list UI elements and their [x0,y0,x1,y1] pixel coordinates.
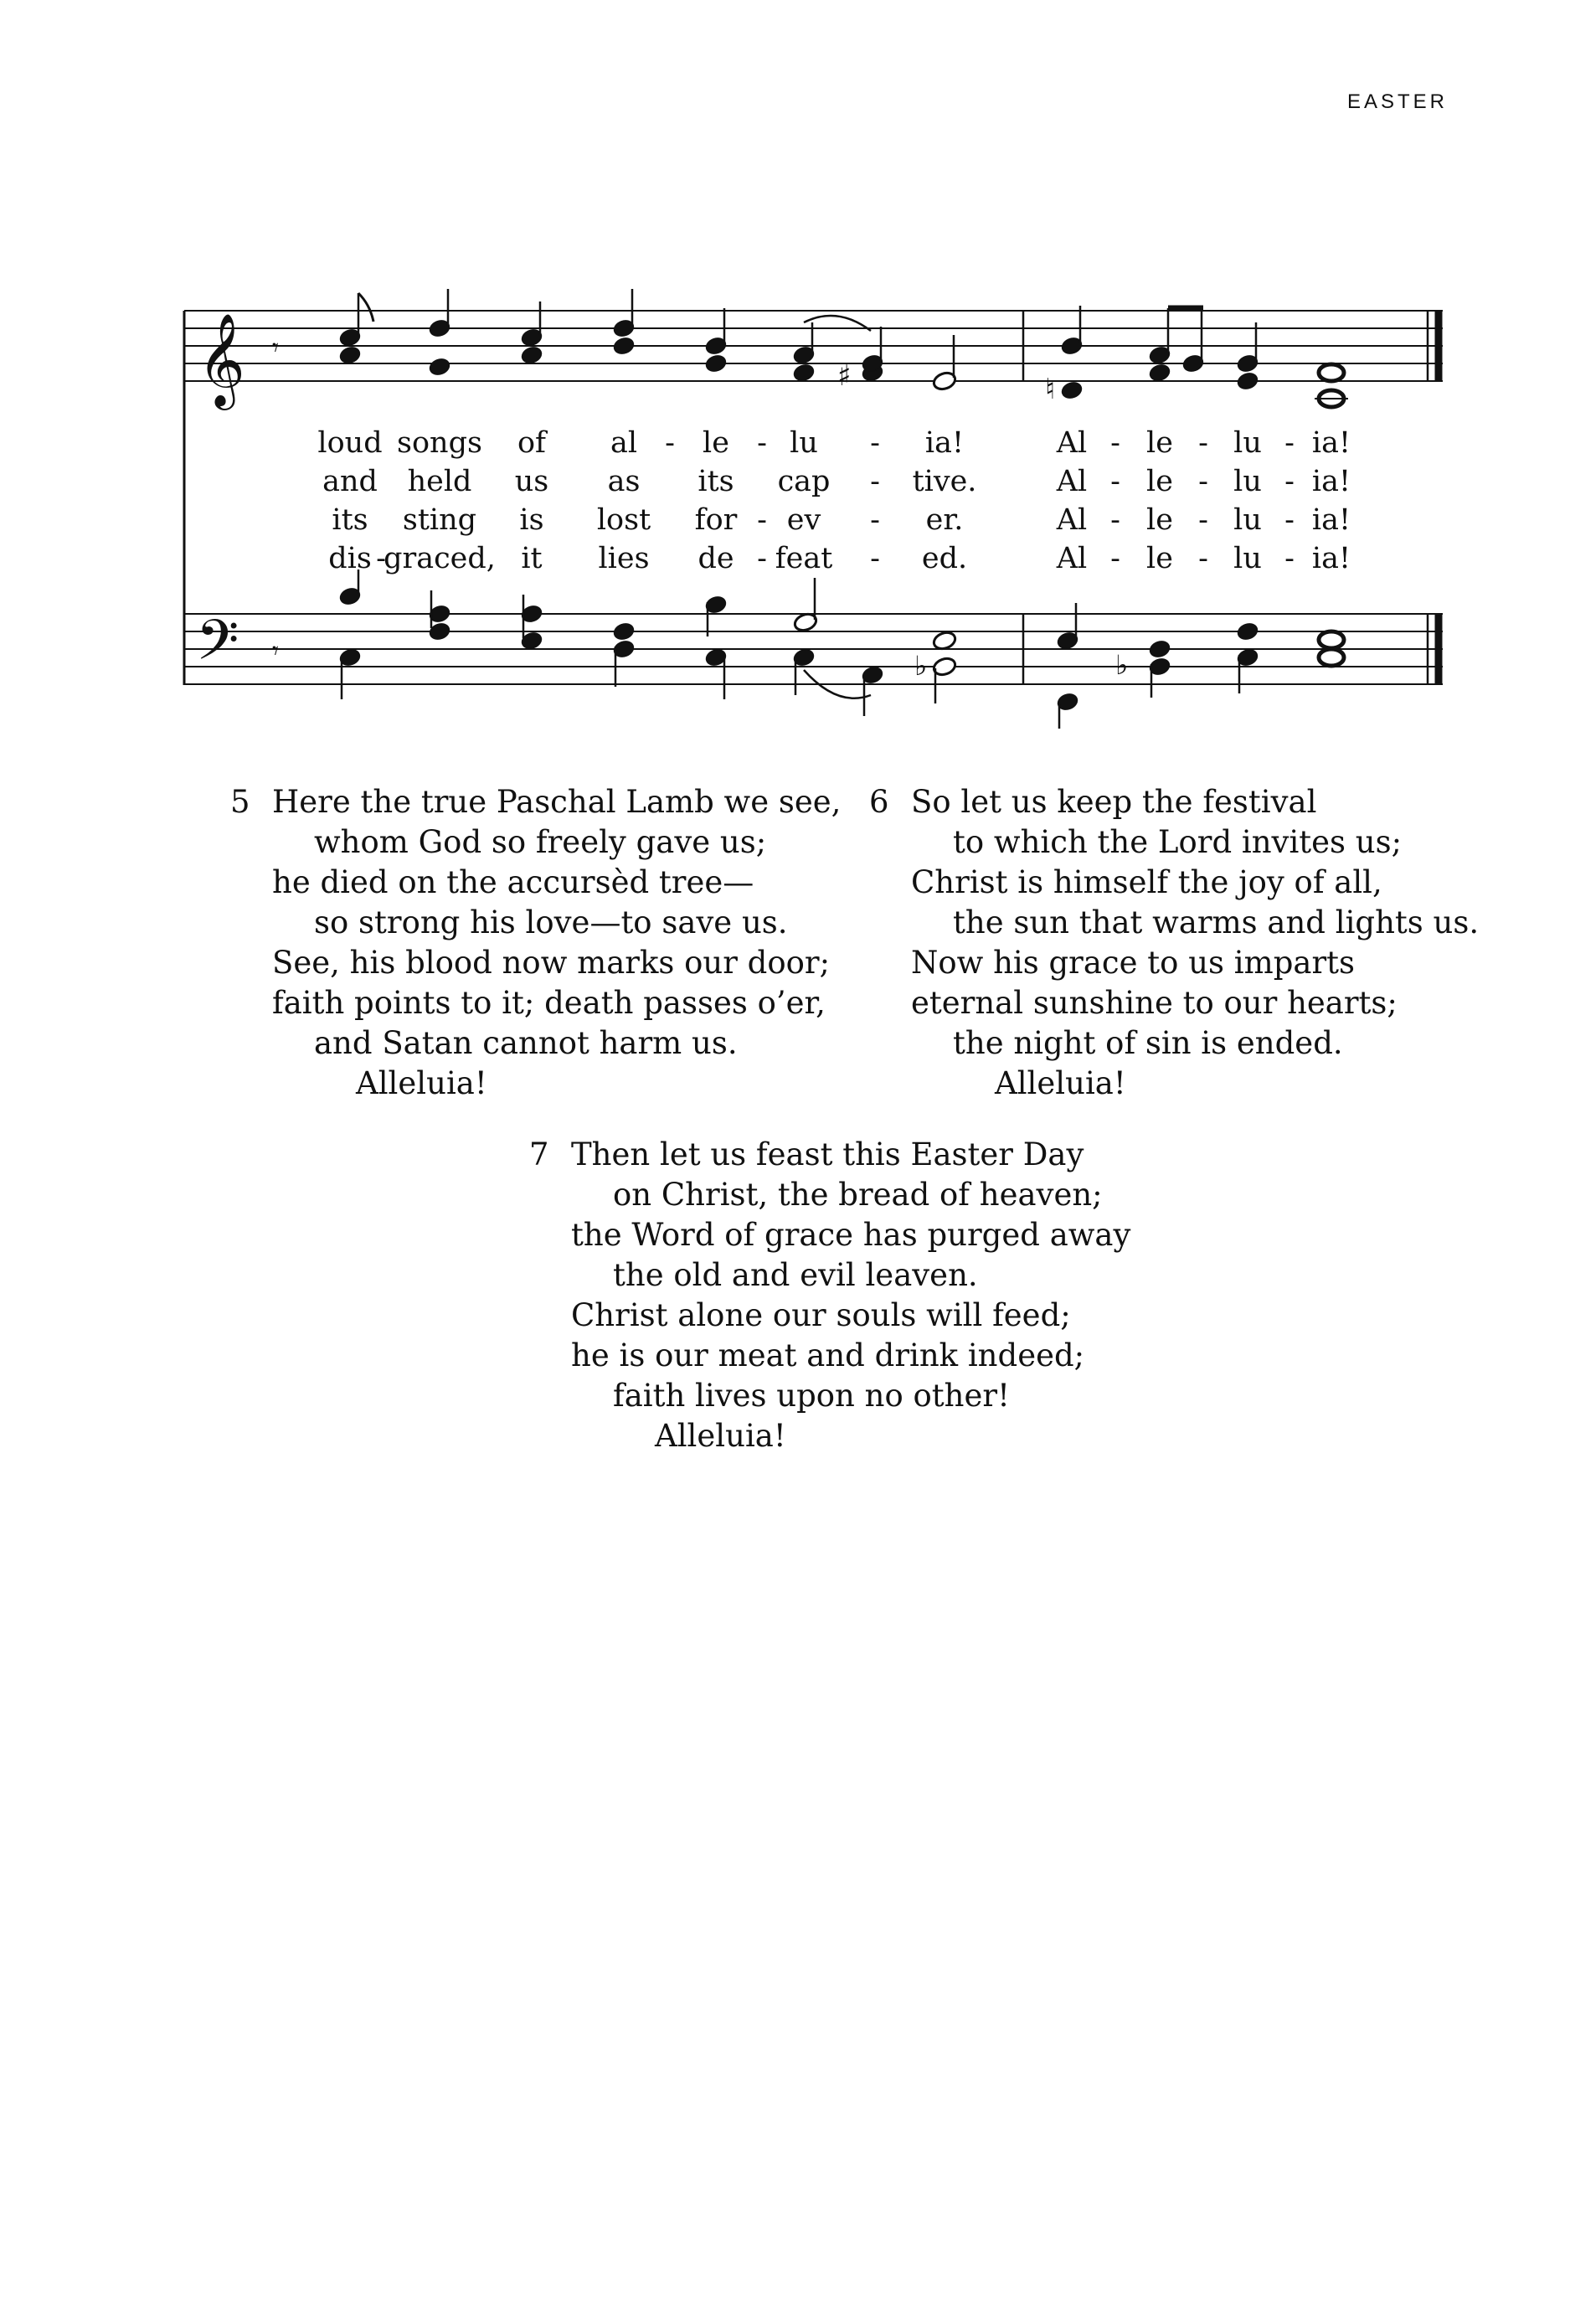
svg-text:♮: ♮ [1045,373,1056,406]
bass-clef-icon: 𝄢 [196,608,239,686]
svg-text:-: - [870,426,880,460]
stanza-number: 5 [230,784,250,820]
stanza-line: Alleluia! [655,1418,786,1454]
svg-text:-: - [870,542,880,575]
stanza-number: 7 [529,1136,549,1172]
stanza-line: to which the Lord invites us; [953,824,1403,860]
stanza-line: Then let us feast this Easter Day [571,1136,1084,1172]
stanza-number: 6 [869,784,889,820]
stanza-line: he died on the accursèd tree— [272,864,754,900]
svg-text:-: - [1198,542,1208,575]
stanza-line: eternal sunshine to our hearts; [911,985,1398,1021]
svg-text:-: - [1284,465,1295,498]
stanza-line: faith points to it; death passes o’er, [272,985,826,1021]
stanza-line: See, his blood now marks our door; [272,945,831,981]
svg-text:-: - [870,503,880,537]
svg-text:-: - [1284,542,1295,575]
svg-text:-: - [1110,465,1120,498]
stanza-line: the night of sin is ended. [953,1025,1343,1061]
svg-text:-: - [757,542,767,575]
svg-text:♯: ♯ [837,359,852,393]
stanza-6 [869,782,1480,1104]
stanza-line: So let us keep the festival [911,784,1317,820]
stanza-line: faith lives upon no other! [613,1378,1010,1414]
stanza-line: Alleluia! [356,1065,487,1101]
svg-text:is: is [519,503,544,537]
svg-text:feat: feat [775,542,833,575]
stanza-line: Christ alone our souls will feed; [571,1297,1071,1333]
section-label: EASTER [1346,90,1448,113]
svg-text:-: - [665,426,675,460]
stanza-line: the Word of grace has purged away [571,1217,1131,1253]
svg-text:of: of [517,426,547,460]
stanza-line: so strong his love—to save us. [314,904,788,940]
svg-text:dis: dis [328,542,372,575]
svg-text:it: it [521,542,543,575]
svg-text:-: - [1198,426,1208,460]
svg-text:Al: Al [1056,503,1088,537]
svg-text:-: - [1110,426,1120,460]
treble-notes [338,289,1348,407]
svg-text:ed.: ed. [921,542,968,575]
stanza-line: Alleluia! [995,1065,1126,1101]
svg-text:al: al [610,426,638,460]
stanza-line: the old and evil leaven. [613,1257,978,1293]
svg-text:ev: ev [786,503,821,537]
svg-text:lu: lu [1233,465,1262,498]
svg-text:-: - [1110,503,1120,537]
svg-text:tive.: tive. [912,465,977,498]
lyric-line-4 [328,542,1351,575]
svg-text:lu: lu [790,426,818,460]
stanza-line: Christ is himself the joy of all, [911,864,1382,900]
svg-text:le: le [1146,542,1173,575]
svg-text:Al: Al [1056,426,1088,460]
svg-text:-: - [757,503,767,537]
svg-text:ia!: ia! [924,426,965,460]
stanza-line: Here the true Paschal Lamb we see, [272,784,842,820]
svg-text:loud: loud [317,426,383,460]
svg-text:lu: lu [1233,542,1262,575]
svg-text:-: - [1198,503,1208,537]
svg-text:lies: lies [598,542,650,575]
svg-text:-: - [870,465,880,498]
svg-text:its: its [332,503,368,537]
svg-text:sting: sting [402,503,477,537]
lyrics [317,426,1351,575]
svg-text:le: le [1146,465,1173,498]
svg-text:le: le [703,426,729,460]
svg-text:ia!: ia! [1311,503,1351,537]
svg-text:cap: cap [777,465,831,498]
svg-text:and: and [322,465,378,498]
svg-text:Al: Al [1056,542,1088,575]
svg-text:de: de [697,542,734,575]
lyric-line-1 [317,426,1351,460]
stanza-line: Now his grace to us imparts [911,945,1355,981]
svg-text:ia!: ia! [1311,426,1351,460]
svg-text:♭: ♭ [914,650,928,682]
svg-text:le: le [1146,426,1173,460]
svg-text:lu: lu [1233,503,1262,537]
bass-rest-icon: 𝄾 [272,636,279,666]
svg-text:-: - [1110,542,1120,575]
stanza-5 [230,782,842,1104]
svg-text:♭: ♭ [1115,649,1129,681]
svg-text:as: as [607,465,641,498]
svg-text:-: - [1284,426,1295,460]
treble-clef-icon: 𝄞 [198,312,245,406]
svg-text:-: - [376,542,386,575]
lyric-line-3 [332,503,1351,537]
svg-text:Al: Al [1056,465,1088,498]
music-score [0,0,1570,754]
svg-text:-: - [1198,465,1208,498]
svg-text:its: its [697,465,734,498]
svg-text:-: - [757,426,767,460]
svg-text:er.: er. [925,503,964,537]
svg-text:graced,: graced, [383,542,496,575]
svg-text:lu: lu [1233,426,1262,460]
stanza-line: and Satan cannot harm us. [314,1025,738,1061]
stanza-line: he is our meat and drink indeed; [571,1337,1085,1373]
stanza-7 [529,1135,1131,1456]
svg-text:ia!: ia! [1311,465,1351,498]
svg-text:songs: songs [397,426,482,460]
svg-text:le: le [1146,503,1173,537]
svg-text:-: - [1284,503,1295,537]
svg-text:held: held [407,465,472,498]
svg-text:ia!: ia! [1311,542,1351,575]
stanza-line: on Christ, the bread of heaven; [613,1177,1103,1213]
svg-text:lost: lost [596,503,651,537]
svg-text:us: us [514,465,549,498]
stanza-line: the sun that warms and lights us. [953,904,1480,940]
svg-text:for: for [694,503,738,537]
lyric-line-2 [322,465,1351,498]
stanza-line: whom God so freely gave us; [314,824,767,860]
treble-rest-icon: 𝄾 [272,333,279,363]
